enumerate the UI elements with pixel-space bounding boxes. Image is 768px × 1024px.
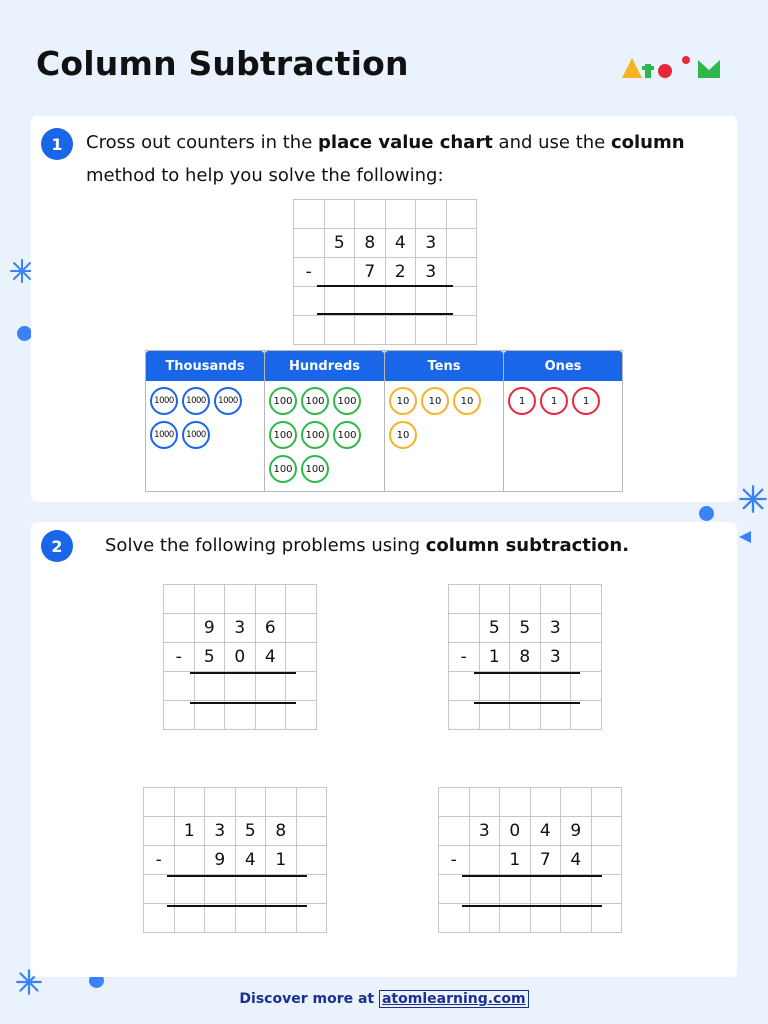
grid-cell[interactable] — [591, 904, 622, 933]
grid-cell[interactable]: - — [439, 846, 470, 875]
grid-cell[interactable] — [194, 701, 225, 730]
grid-cell[interactable]: 3 — [540, 643, 571, 672]
grid-cell[interactable] — [591, 846, 622, 875]
grid-cell[interactable] — [591, 788, 622, 817]
grid-cell[interactable] — [446, 258, 477, 287]
subtraction-grid-d — [438, 787, 622, 933]
grid-cell[interactable] — [286, 585, 317, 614]
grid-cell[interactable] — [446, 200, 477, 229]
grid-cell[interactable]: - — [449, 643, 480, 672]
grid-cell[interactable] — [286, 614, 317, 643]
grid-cell[interactable] — [446, 287, 477, 316]
question-2-badge: 2 — [41, 530, 73, 562]
grid-cell[interactable] — [449, 614, 480, 643]
grid-cell[interactable] — [225, 585, 256, 614]
answer-line — [190, 672, 296, 674]
grid-cell[interactable] — [286, 701, 317, 730]
subtraction-grid-c — [143, 787, 327, 933]
grid-cell[interactable] — [449, 672, 480, 701]
grid-cell[interactable] — [385, 200, 416, 229]
grid-cell[interactable] — [540, 672, 571, 701]
answer-line — [474, 702, 580, 704]
grid-cell[interactable]: 0 — [500, 817, 531, 846]
tens-counters — [385, 381, 503, 455]
grid-cell[interactable] — [479, 701, 510, 730]
hundreds-header: Hundreds — [265, 351, 384, 381]
grid-cell[interactable] — [500, 875, 531, 904]
grid-cell[interactable] — [296, 788, 327, 817]
place-value-chart — [145, 350, 623, 492]
grid-cell[interactable]: 5 — [510, 614, 541, 643]
grid-cell[interactable] — [164, 701, 195, 730]
grid-cell[interactable]: - — [144, 846, 175, 875]
thousand-counter[interactable]: 1000 — [150, 421, 178, 449]
hundred-counter[interactable]: 100 — [269, 421, 297, 449]
grid-cell[interactable] — [571, 585, 602, 614]
answer-line — [474, 672, 580, 674]
answer-line — [462, 875, 602, 877]
grid-cell[interactable]: 7 — [355, 258, 386, 287]
grid-cell[interactable] — [294, 200, 325, 229]
grid-row — [294, 316, 477, 345]
ones-header: Ones — [504, 351, 622, 381]
answer-line — [317, 285, 453, 287]
hundred-counter[interactable]: 100 — [269, 455, 297, 483]
grid-cell[interactable] — [469, 846, 500, 875]
grid-row — [439, 846, 622, 875]
grid-cell[interactable]: 1 — [174, 817, 205, 846]
grid-cell[interactable] — [561, 904, 592, 933]
answer-line — [167, 875, 307, 877]
one-counter[interactable]: 1 — [508, 387, 536, 415]
grid-cell[interactable] — [144, 875, 175, 904]
grid-row — [449, 701, 602, 730]
grid-cell[interactable]: 2 — [385, 258, 416, 287]
grid-row — [449, 614, 602, 643]
grid-cell[interactable] — [561, 788, 592, 817]
grid-row — [439, 817, 622, 846]
grid-cell[interactable] — [255, 672, 286, 701]
grid-cell[interactable] — [294, 229, 325, 258]
grid-cell[interactable] — [530, 875, 561, 904]
grid-cell[interactable] — [255, 585, 286, 614]
subtraction-grid-a — [163, 584, 317, 730]
grid-row — [144, 846, 327, 875]
grid-cell[interactable] — [500, 904, 531, 933]
hundred-counter[interactable]: 100 — [301, 421, 329, 449]
grid-cell[interactable] — [324, 316, 355, 345]
grid-cell[interactable] — [591, 875, 622, 904]
grid-cell[interactable] — [439, 817, 470, 846]
grid-cell[interactable] — [324, 287, 355, 316]
grid-cell[interactable] — [355, 316, 386, 345]
tens-column — [384, 350, 504, 492]
grid-cell[interactable] — [205, 788, 236, 817]
grid-row — [294, 200, 477, 229]
dot-icon — [699, 506, 714, 521]
grid-cell[interactable] — [591, 817, 622, 846]
grid-cell[interactable] — [540, 701, 571, 730]
question-2-card — [31, 522, 737, 977]
grid-cell[interactable] — [449, 585, 480, 614]
grid-cell[interactable] — [164, 614, 195, 643]
grid-cell[interactable] — [416, 287, 447, 316]
thousand-counter[interactable]: 1000 — [182, 421, 210, 449]
grid-cell[interactable] — [296, 904, 327, 933]
grid-cell[interactable] — [439, 904, 470, 933]
thousands-header: Thousands — [146, 351, 264, 381]
grid-cell[interactable] — [286, 643, 317, 672]
grid-cell[interactable] — [446, 229, 477, 258]
grid-cell[interactable]: 3 — [225, 614, 256, 643]
ten-counter[interactable]: 10 — [421, 387, 449, 415]
grid-cell[interactable]: 7 — [530, 846, 561, 875]
thousand-counter[interactable]: 1000 — [150, 387, 178, 415]
grid-row — [449, 672, 602, 701]
grid-cell[interactable] — [479, 585, 510, 614]
grid-cell[interactable]: 1 — [479, 643, 510, 672]
grid-cell[interactable] — [385, 316, 416, 345]
grid-cell[interactable] — [296, 875, 327, 904]
question-1-text: Cross out counters in the place value chart and use the column method to help you solve the following: — [86, 132, 685, 186]
answer-line — [317, 313, 453, 315]
one-counter[interactable]: 1 — [540, 387, 568, 415]
grid-cell[interactable] — [235, 788, 266, 817]
hundred-counter[interactable]: 100 — [333, 387, 361, 415]
grid-cell[interactable]: 9 — [561, 817, 592, 846]
subtraction-grid-q1 — [293, 199, 477, 345]
grid-cell[interactable]: 3 — [205, 817, 236, 846]
grid-cell[interactable] — [225, 701, 256, 730]
grid-cell[interactable]: 5 — [479, 614, 510, 643]
grid-row — [164, 672, 317, 701]
grid-row — [164, 643, 317, 672]
grid-cell[interactable] — [194, 585, 225, 614]
grid-cell[interactable] — [510, 701, 541, 730]
grid-cell[interactable] — [324, 200, 355, 229]
ten-counter[interactable]: 10 — [389, 387, 417, 415]
grid-row — [439, 875, 622, 904]
grid-cell[interactable] — [416, 200, 447, 229]
answer-line — [167, 905, 307, 907]
grid-cell[interactable]: 5 — [324, 229, 355, 258]
grid-cell[interactable] — [355, 287, 386, 316]
grid-cell[interactable]: 1 — [266, 846, 297, 875]
subtraction-grid-b — [448, 584, 602, 730]
grid-cell[interactable]: 6 — [255, 614, 286, 643]
one-counter[interactable]: 1 — [572, 387, 600, 415]
hundreds-counters — [265, 381, 384, 489]
grid-cell[interactable] — [385, 287, 416, 316]
grid-row — [449, 585, 602, 614]
hundred-counter[interactable]: 100 — [333, 421, 361, 449]
thousand-counter[interactable]: 1000 — [182, 387, 210, 415]
grid-cell[interactable] — [561, 875, 592, 904]
grid-cell[interactable] — [294, 287, 325, 316]
grid-row — [294, 287, 477, 316]
grid-cell[interactable] — [479, 672, 510, 701]
ten-counter[interactable]: 10 — [389, 421, 417, 449]
grid-cell[interactable] — [510, 672, 541, 701]
grid-row — [164, 585, 317, 614]
grid-cell[interactable] — [235, 875, 266, 904]
grid-cell[interactable] — [144, 904, 175, 933]
hundred-counter[interactable]: 100 — [301, 387, 329, 415]
ten-counter[interactable]: 10 — [453, 387, 481, 415]
grid-cell[interactable] — [510, 585, 541, 614]
grid-cell[interactable] — [296, 846, 327, 875]
grid-cell[interactable] — [205, 875, 236, 904]
grid-cell[interactable]: 4 — [561, 846, 592, 875]
hundreds-column — [264, 350, 385, 492]
grid-cell[interactable] — [144, 817, 175, 846]
grid-cell[interactable] — [174, 875, 205, 904]
grid-cell[interactable] — [174, 788, 205, 817]
grid-row — [164, 614, 317, 643]
footer — [0, 991, 768, 1007]
grid-cell[interactable]: 4 — [385, 229, 416, 258]
grid-cell[interactable] — [144, 788, 175, 817]
grid-cell[interactable] — [205, 904, 236, 933]
grid-row — [439, 788, 622, 817]
grid-row — [144, 788, 327, 817]
grid-cell[interactable] — [355, 200, 386, 229]
footer-link[interactable]: atomlearning.com — [379, 990, 529, 1008]
grid-cell[interactable] — [540, 585, 571, 614]
grid-cell[interactable] — [530, 788, 561, 817]
grid-cell[interactable] — [571, 643, 602, 672]
grid-cell[interactable]: 4 — [235, 846, 266, 875]
grid-cell[interactable]: 3 — [469, 817, 500, 846]
grid-cell[interactable] — [446, 316, 477, 345]
grid-cell[interactable] — [469, 904, 500, 933]
grid-cell[interactable] — [500, 788, 531, 817]
grid-cell[interactable]: 8 — [510, 643, 541, 672]
triangle-icon — [737, 529, 753, 545]
grid-cell[interactable]: 1 — [500, 846, 531, 875]
grid-cell[interactable] — [571, 614, 602, 643]
grid-cell[interactable] — [294, 316, 325, 345]
grid-cell[interactable] — [225, 672, 256, 701]
grid-cell[interactable] — [439, 788, 470, 817]
ones-column — [503, 350, 623, 492]
grid-cell[interactable] — [255, 701, 286, 730]
grid-row — [144, 904, 327, 933]
grid-row — [449, 643, 602, 672]
dot-icon — [17, 326, 32, 341]
grid-row — [439, 904, 622, 933]
grid-cell[interactable] — [571, 672, 602, 701]
grid-cell[interactable]: 4 — [530, 817, 561, 846]
grid-cell[interactable] — [174, 904, 205, 933]
grid-cell[interactable] — [296, 817, 327, 846]
grid-cell[interactable]: 3 — [416, 229, 447, 258]
grid-row — [144, 817, 327, 846]
grid-cell[interactable]: 9 — [194, 614, 225, 643]
thousands-column — [145, 350, 265, 492]
grid-cell[interactable] — [416, 316, 447, 345]
hundred-counter[interactable]: 100 — [269, 387, 297, 415]
grid-cell[interactable] — [164, 672, 195, 701]
ones-counters — [504, 381, 622, 421]
grid-cell[interactable]: 5 — [194, 643, 225, 672]
grid-cell[interactable] — [324, 258, 355, 287]
atom-logo — [620, 52, 724, 80]
thousand-counter[interactable]: 1000 — [214, 387, 242, 415]
grid-row — [164, 701, 317, 730]
footer-prefix: Discover more at — [239, 991, 379, 1007]
grid-cell[interactable]: - — [294, 258, 325, 287]
page-title: Column Subtraction — [36, 44, 409, 83]
tens-header: Tens — [385, 351, 503, 381]
grid-cell[interactable]: 3 — [540, 614, 571, 643]
question-1-badge: 1 — [41, 128, 73, 160]
answer-line — [190, 702, 296, 704]
grid-cell[interactable] — [164, 585, 195, 614]
grid-row — [294, 258, 477, 287]
grid-cell[interactable]: 8 — [355, 229, 386, 258]
answer-line — [462, 905, 602, 907]
grid-cell[interactable] — [266, 904, 297, 933]
grid-cell[interactable] — [266, 875, 297, 904]
grid-cell[interactable] — [469, 875, 500, 904]
grid-cell[interactable]: 0 — [225, 643, 256, 672]
grid-cell[interactable] — [571, 701, 602, 730]
grid-cell[interactable] — [235, 904, 266, 933]
asterisk-icon — [738, 484, 768, 514]
grid-cell[interactable]: - — [164, 643, 195, 672]
grid-cell[interactable] — [174, 846, 205, 875]
grid-cell[interactable] — [439, 875, 470, 904]
grid-cell[interactable] — [194, 672, 225, 701]
grid-cell[interactable] — [469, 788, 500, 817]
grid-cell[interactable]: 4 — [255, 643, 286, 672]
grid-cell[interactable]: 5 — [235, 817, 266, 846]
grid-cell[interactable] — [266, 788, 297, 817]
grid-cell[interactable]: 9 — [205, 846, 236, 875]
grid-cell[interactable] — [530, 904, 561, 933]
grid-cell[interactable]: 8 — [266, 817, 297, 846]
grid-cell[interactable] — [449, 701, 480, 730]
grid-row — [144, 875, 327, 904]
grid-cell[interactable] — [286, 672, 317, 701]
question-2-text: Solve the following problems using column subtraction. — [105, 535, 630, 556]
grid-row — [294, 229, 477, 258]
thousands-counters — [146, 381, 264, 455]
grid-cell[interactable]: 3 — [416, 258, 447, 287]
hundred-counter[interactable]: 100 — [301, 455, 329, 483]
